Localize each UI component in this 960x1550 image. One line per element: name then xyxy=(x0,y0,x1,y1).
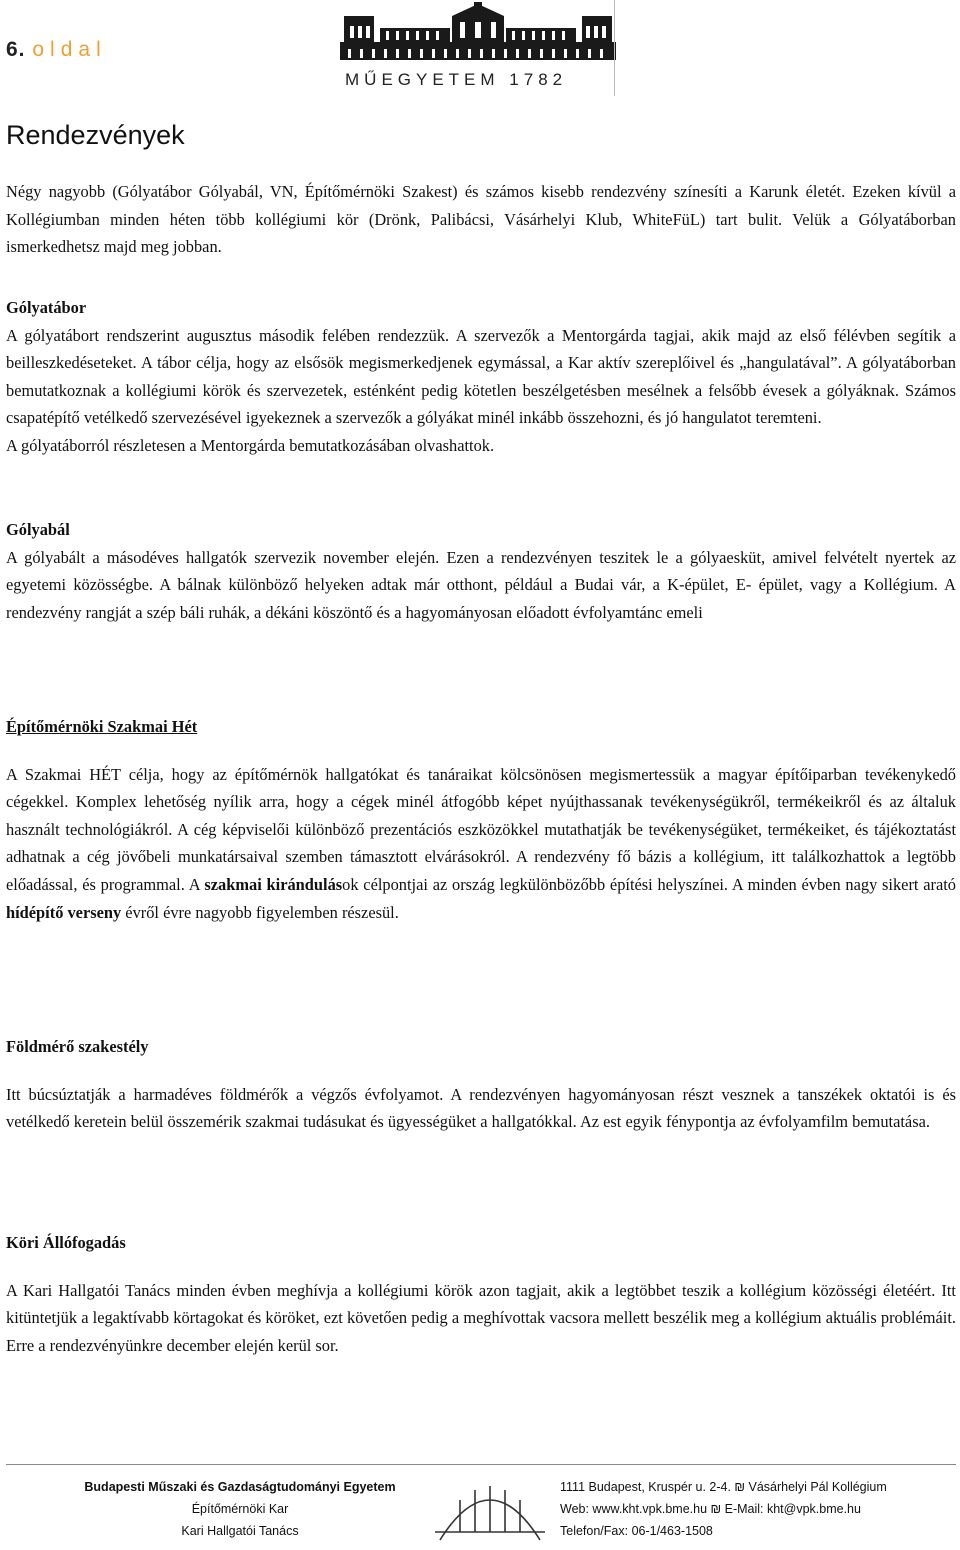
footer-address: 1111 Budapest, Kruspér u. 2-4. ₪ Vásárhelyi Pál Kollégium xyxy=(560,1480,887,1494)
bridge-logo-icon xyxy=(430,1470,550,1550)
footer-faculty: Építőmérnöki Kar xyxy=(191,1502,289,1516)
intro-paragraph: Négy nagyobb (Gólyatábor Gólyabál, VN, Építőmérnöki Szakest) és számos kisebb rendezvény színesíti a Karunk életét. Ezeken kívül a Kollégiumban minden héten több kollégiumi kör (Drönk, Palibácsi, Vásárhelyi Klub, WhiteFüL) tart bulit. Velük a Gólyatáborban ismerkedhetsz majd meg jobban. xyxy=(6,182,956,257)
szakmai-het-text-b: ok célpontjai az ország legkülönbözőbb építési helyszínei. A minden évben nagy sikert arató xyxy=(342,874,956,894)
section-title-golyatabor: Gólyatábor xyxy=(6,298,87,317)
logo-divider xyxy=(614,0,615,96)
page-footer xyxy=(0,1462,960,1550)
footer-council: Kari Hallgatói Tanács xyxy=(181,1524,299,1538)
building-logo-icon xyxy=(340,2,616,64)
intro-block xyxy=(6,178,956,261)
footer-web: Web: www.kht.vpk.bme.hu ₪ E-Mail: kht@vpk.bme.hu xyxy=(560,1502,861,1516)
allofogadas-paragraph: A Kari Hallgatói Tanács minden évben meghívja a kollégiumi körök azon tagjait, akik a legtöbbet teszik a kollégium közösségi életéért. Itt kitüntetjük a legaktívabb körtagokat és köröket, ezt követően pedig a meghívottak vacsora mellett beszélik meg a kollégium aktuális problémáit. Erre a rendezvényünkre december elején kerül sor. xyxy=(6,1280,956,1355)
section-title-szakmai-het: Építőmérnöki Szakmai Hét xyxy=(6,717,198,736)
brand-text: MŰEGYETEM 1782 xyxy=(345,70,568,89)
page-number xyxy=(6,38,107,62)
section-szakmai-het xyxy=(6,713,956,926)
golyabal-paragraph: A gólyabált a másodéves hallgatók szervezik november elején. Ezen a rendezvényen teszitek le a gólyaesküt, amivel felvételt nyertek az egyetemi közösségbe. A bálnak különböző helyeken adtak már otthont, például a Budai vár, a K-épület, E- épület, vagy a Kollégium. A rendezvény rangját a szép báli ruhák, a dékáni köszöntő és a hagyományosan előadott évfolyamtánc emeli xyxy=(6,547,956,622)
szakmai-het-text-a: A Szakmai HÉT célja, hogy az építőmérnök hallgatókat és tanáraikat kölcsönösen megismertessük a magyar építőiparban tevékenykedő cégekkel. Komplex lehetőség nyílik arra, hogy a cégek minél átfogóbb képet nyújthassanak tevékenységükről, termékeikről és az általuk használt technológiákról. A cég képviselői különböző prezentációs eszközökkel mutathatják be tevékenységüket, termékeiket, és tájékoztatást adhatnak a cég jövőbeli munkatársaival szemben támasztott elvárásokról. A rendezvény fő bázis a kollégium, itt találkozhattok a legtöbb előadással, és programmal. A xyxy=(6,764,956,894)
footer-phone: Telefon/Fax: 06-1/463-1508 xyxy=(560,1524,713,1538)
main-content xyxy=(6,116,956,1355)
section-title-foldmero: Földmérő szakestély xyxy=(6,1037,149,1056)
page-header xyxy=(0,0,960,96)
section-foldmero xyxy=(6,1033,956,1136)
page-number-value: 6. xyxy=(6,38,26,61)
footer-institution xyxy=(50,1476,430,1542)
section-golyabal xyxy=(6,516,956,626)
szakmai-het-text-c: évről évre nagyobb figyelemben részesül. xyxy=(121,902,399,922)
page-title: Rendezvények xyxy=(6,120,185,150)
footer-divider xyxy=(6,1464,956,1465)
page-word: oldal xyxy=(32,38,107,61)
golyatabor-paragraph-2: A gólyatáborról részletesen a Mentorgárda bemutatkozásában olvashattok. xyxy=(6,435,495,455)
hidepito-verseny-bold: hídépítő verseny xyxy=(6,902,122,922)
golyatabor-paragraph-1: A gólyatábort rendszerint augusztus második felében rendezzük. A szervezők a Mentorgárda tagjai, akik majd az első félévben segítik a beilleszkedéseteket. A tábor célja, hogy az elsősök megismerkedjenek egymással, a Kar aktív szereplőivel és „hangulatával”. A gólyatáborban bemutatkoznak a kollégiumi körök és szervezetek, esténként pedig kötetlen beszélgetésben mesélnek a felsőbb évesek a gólyáknak. Számos csapatépítő vetélkedő szervezésével igyekeznek a szervezők a gólyákat minél inkább összehozni, és jó hangulatot teremteni. xyxy=(6,325,956,428)
footer-contact xyxy=(560,1476,960,1542)
szakmai-kirandulas-bold: szakmai kirándulás xyxy=(204,874,343,894)
footer-university: Budapesti Műszaki és Gazdaságtudományi Egyetem xyxy=(84,1480,396,1494)
section-allofogadas xyxy=(6,1229,956,1359)
section-title-allofogadas: Köri Állófogadás xyxy=(6,1233,126,1252)
section-golyatabor xyxy=(6,294,956,460)
section-title-golyabal: Gólyabál xyxy=(6,520,70,539)
foldmero-paragraph: Itt búcsúztatják a harmadéves földmérők a végzős évfolyamot. A rendezvényen hagyományosan részt vesznek a tanszékek oktatói is és vetélkedő keretein belül összemérik szakmai tudásukat és ügyességüket a hallgatókkal. Az est egyik fénypontja az évfolyamfilm bemutatása. xyxy=(6,1084,956,1132)
szakmai-het-paragraph xyxy=(6,761,956,927)
